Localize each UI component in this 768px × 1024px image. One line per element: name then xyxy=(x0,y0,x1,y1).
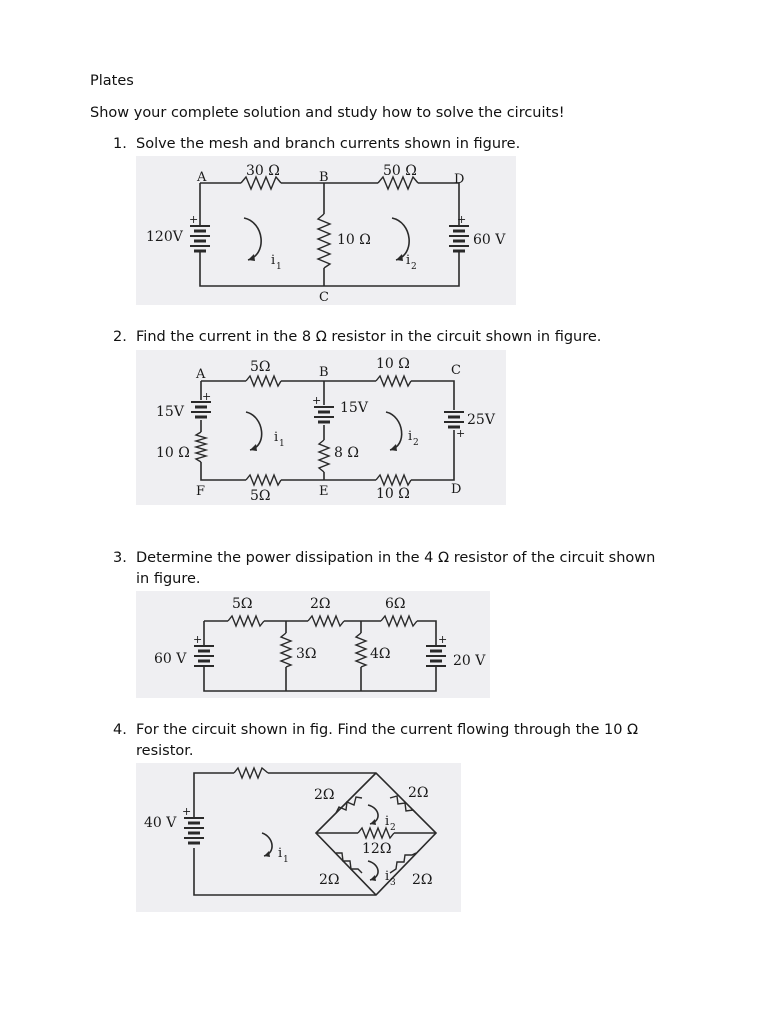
resistor-2-ohm-lower-left xyxy=(336,853,362,873)
label-i2-sub: 2 xyxy=(390,823,396,833)
battery-60v xyxy=(449,226,469,251)
battery-15v-middle xyxy=(314,407,334,422)
resistor-5-ohm xyxy=(228,616,264,626)
label-30-ohm: 30 Ω xyxy=(246,163,280,179)
battery-120v xyxy=(190,226,210,251)
label-60v: 60 V xyxy=(154,651,187,667)
resistor-12-ohm xyxy=(358,828,394,838)
resistor-10-ohm xyxy=(318,214,330,268)
resistor-2-ohm xyxy=(308,616,344,626)
label-i2: i xyxy=(408,429,413,444)
resistor-3-ohm xyxy=(281,633,291,667)
node-d: D xyxy=(451,482,462,497)
figure-3-circuit xyxy=(136,591,490,698)
mesh-arrow-i3-head xyxy=(370,875,376,881)
mesh-arrow-i2 xyxy=(386,412,402,450)
label-10-ohm-bottom: 10 Ω xyxy=(376,486,410,502)
label-2-ohm-lower-left: 2Ω xyxy=(319,872,340,888)
label-i1: i xyxy=(271,253,276,268)
label-60v: 60 V xyxy=(473,232,506,248)
label-i3: i xyxy=(385,869,390,884)
label-2-ohm-upper-left: 2Ω xyxy=(314,787,335,803)
figure-4-circuit xyxy=(136,763,461,912)
plus-sign-1: + xyxy=(189,213,199,226)
battery-15v-left xyxy=(191,402,211,417)
label-i1-sub: 1 xyxy=(283,855,289,865)
figure-2-circuit xyxy=(136,350,506,505)
problem-3-number: 3. xyxy=(113,550,127,566)
label-10-ohm: 10 Ω xyxy=(337,232,371,248)
plus-sign-3: + xyxy=(456,427,466,440)
node-f: F xyxy=(196,484,206,499)
label-25v: 25V xyxy=(467,412,495,428)
resistor-5-ohm-bottom xyxy=(246,475,281,485)
label-i1: i xyxy=(274,430,279,445)
mesh-arrow-i1 xyxy=(262,833,272,856)
problem-1-number: 1. xyxy=(113,136,127,152)
label-10-ohm-top: 10 Ω xyxy=(376,356,410,372)
label-6-ohm: 6Ω xyxy=(385,596,406,612)
plus-sign-1: + xyxy=(193,633,203,646)
plus-sign-1: + xyxy=(202,390,212,403)
plus-sign-2: + xyxy=(438,633,448,646)
resistor-4-ohm xyxy=(356,633,366,667)
battery-20v xyxy=(426,646,446,666)
label-5-ohm-bottom: 5Ω xyxy=(250,488,271,504)
problem-4-text-line2: resistor. xyxy=(136,743,194,759)
mesh-arrow-i1 xyxy=(244,218,261,260)
resistor-8-ohm xyxy=(319,440,329,472)
label-i2: i xyxy=(385,814,390,829)
label-2-ohm-upper-right: 2Ω xyxy=(408,785,429,801)
label-i1: i xyxy=(278,846,283,861)
problem-2-text: Find the current in the 8 Ω resistor in the circuit shown in figure. xyxy=(136,329,602,345)
label-i3-sub: 3 xyxy=(390,878,396,888)
label-5-ohm: 5Ω xyxy=(232,596,253,612)
resistor-10-ohm-bottom xyxy=(376,475,411,485)
battery-25v xyxy=(444,412,464,427)
label-120v: 120V xyxy=(146,229,183,245)
label-15v-middle: 15V xyxy=(340,400,368,416)
node-c: C xyxy=(319,290,329,305)
page-heading: Plates xyxy=(90,73,134,89)
mesh-arrow-i1-head xyxy=(248,254,255,261)
problem-3-text-line1: Determine the power dissipation in the 4 Ω resistor of the circuit shown xyxy=(136,550,656,566)
label-i1-sub: 1 xyxy=(279,439,285,449)
label-8-ohm: 8 Ω xyxy=(334,445,359,461)
label-4-ohm: 4Ω xyxy=(370,646,391,662)
label-3-ohm: 3Ω xyxy=(296,646,317,662)
mesh-arrow-i2-head xyxy=(390,444,397,451)
label-40v: 40 V xyxy=(144,815,177,831)
label-10-ohm-left: 10 Ω xyxy=(156,445,190,461)
mesh-arrow-i1-head xyxy=(264,851,270,857)
resistor-top-wire xyxy=(234,768,268,778)
resistor-10-ohm-left xyxy=(196,432,206,462)
label-2-ohm: 2Ω xyxy=(310,596,331,612)
label-15v-left: 15V xyxy=(156,404,184,420)
mesh-arrow-i1 xyxy=(246,412,262,450)
mesh-arrow-i2-head xyxy=(370,819,376,825)
node-a: A xyxy=(196,367,206,382)
battery-60v xyxy=(194,646,214,666)
label-20v: 20 V xyxy=(453,653,486,669)
plus-sign: + xyxy=(182,805,192,818)
label-i1-sub: 1 xyxy=(276,262,282,272)
label-12-ohm: 12Ω xyxy=(362,841,392,857)
resistor-2-ohm-lower-right xyxy=(390,853,416,873)
problem-1-text: Solve the mesh and branch currents shown in figure. xyxy=(136,136,521,152)
problem-2-number: 2. xyxy=(113,329,127,345)
label-i2: i xyxy=(406,253,411,268)
label-i2-sub: 2 xyxy=(411,262,417,272)
node-a: A xyxy=(197,170,207,185)
node-d: D xyxy=(454,172,465,187)
resistor-10-ohm-top xyxy=(376,376,411,386)
resistor-5-ohm-top xyxy=(246,376,281,386)
label-50-ohm: 50 Ω xyxy=(383,163,417,179)
figure-1-circuit xyxy=(136,156,516,305)
mesh-arrow-i1-head xyxy=(250,444,257,451)
resistor-6-ohm xyxy=(381,616,417,626)
node-c: C xyxy=(451,363,461,378)
label-i2-sub: 2 xyxy=(413,438,419,448)
problem-3-text-line2: in figure. xyxy=(136,571,201,587)
intro-text: Show your complete solution and study how to solve the circuits! xyxy=(90,105,565,121)
node-e: E xyxy=(319,484,329,499)
plus-sign-2: + xyxy=(312,394,322,407)
node-b: B xyxy=(319,365,329,380)
battery-40v xyxy=(184,818,204,843)
problem-4-number: 4. xyxy=(113,722,127,738)
label-5-ohm-top: 5Ω xyxy=(250,359,271,375)
node-b: B xyxy=(319,170,329,185)
problem-4-text-line1: For the circuit shown in fig. Find the current flowing through the 10 Ω xyxy=(136,722,639,738)
plus-sign-2: + xyxy=(457,213,467,226)
label-2-ohm-lower-right: 2Ω xyxy=(412,872,433,888)
mesh-arrow-i2-head xyxy=(396,254,403,261)
